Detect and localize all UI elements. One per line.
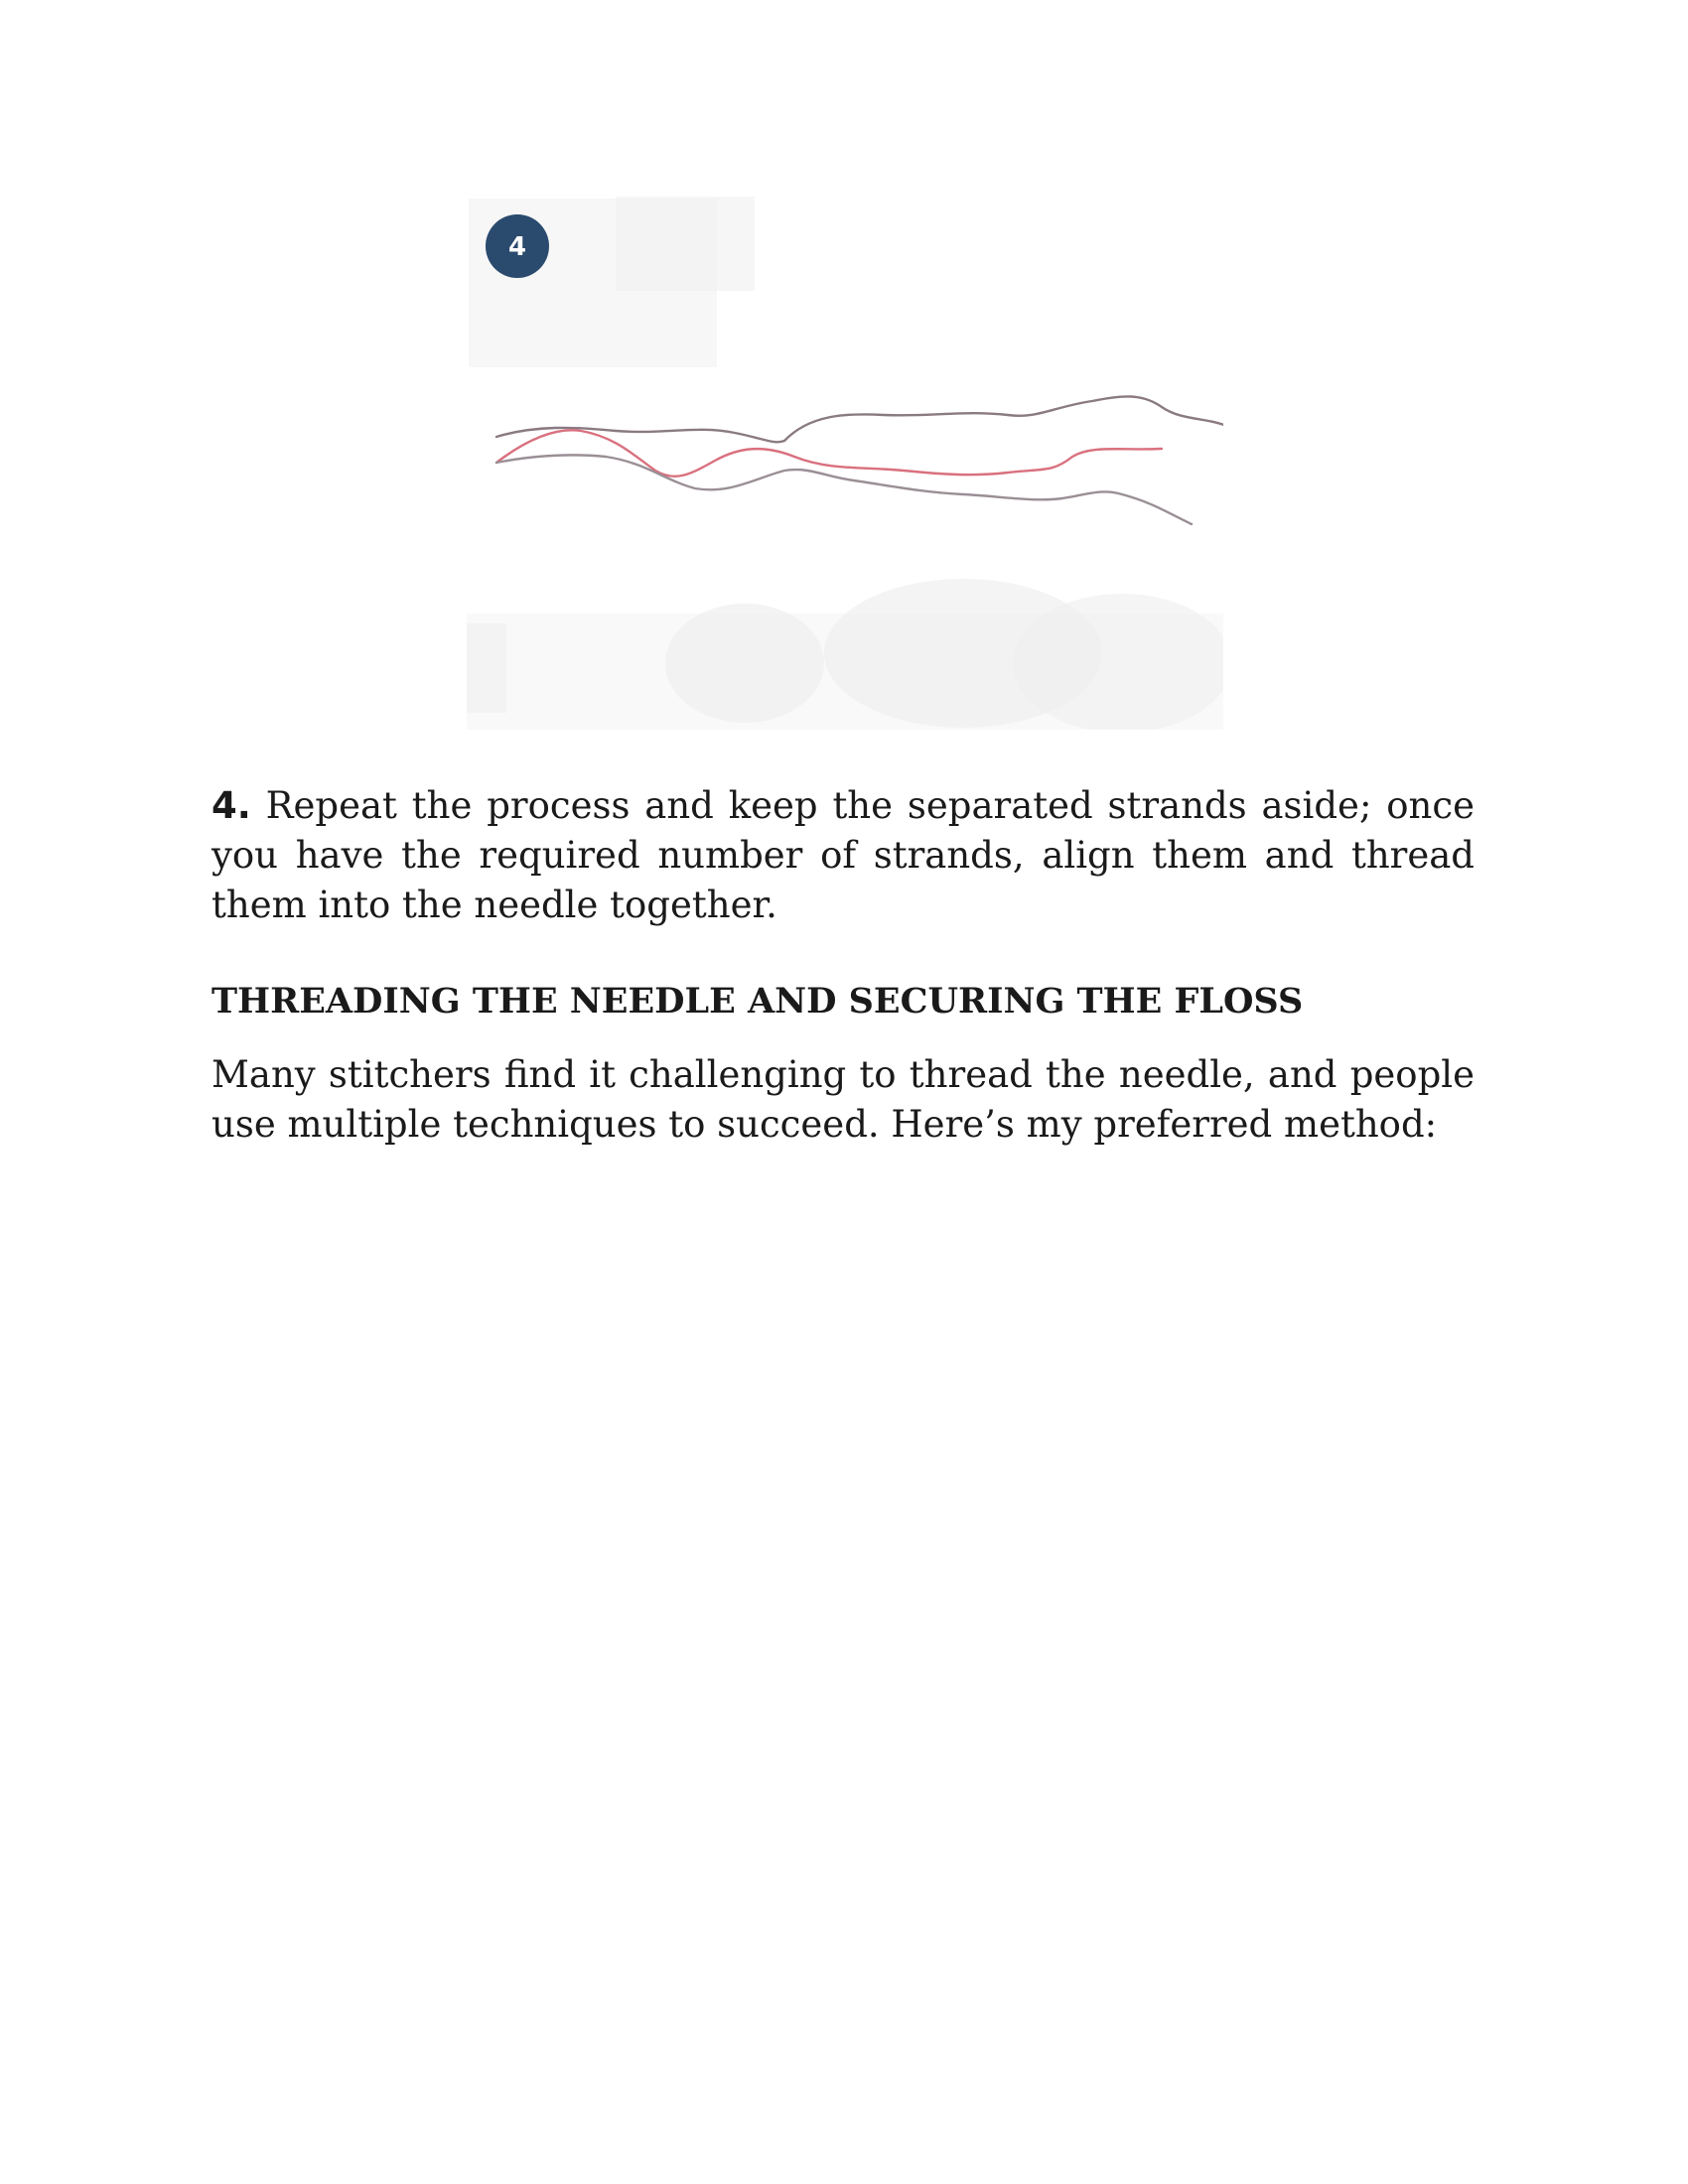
section-heading: THREADING THE NEEDLE AND SECURING THE FLOSS bbox=[211, 981, 1304, 1022]
step-text: Repeat the process and keep the separated strands aside; once you have the required number of strands, align them and thread them into the needle together. bbox=[211, 784, 1475, 926]
section-body-paragraph: Many stitchers find it challenging to thread the needle, and people use multiple techniques to succeed. Here’s my preferred method: bbox=[211, 1053, 1475, 1146]
strands-illustration bbox=[467, 197, 1223, 730]
step-4-paragraph bbox=[211, 781, 1475, 930]
strands-photo bbox=[467, 197, 1223, 730]
step-badge-number: 4 bbox=[507, 232, 527, 262]
step-number: 4. bbox=[211, 784, 251, 827]
